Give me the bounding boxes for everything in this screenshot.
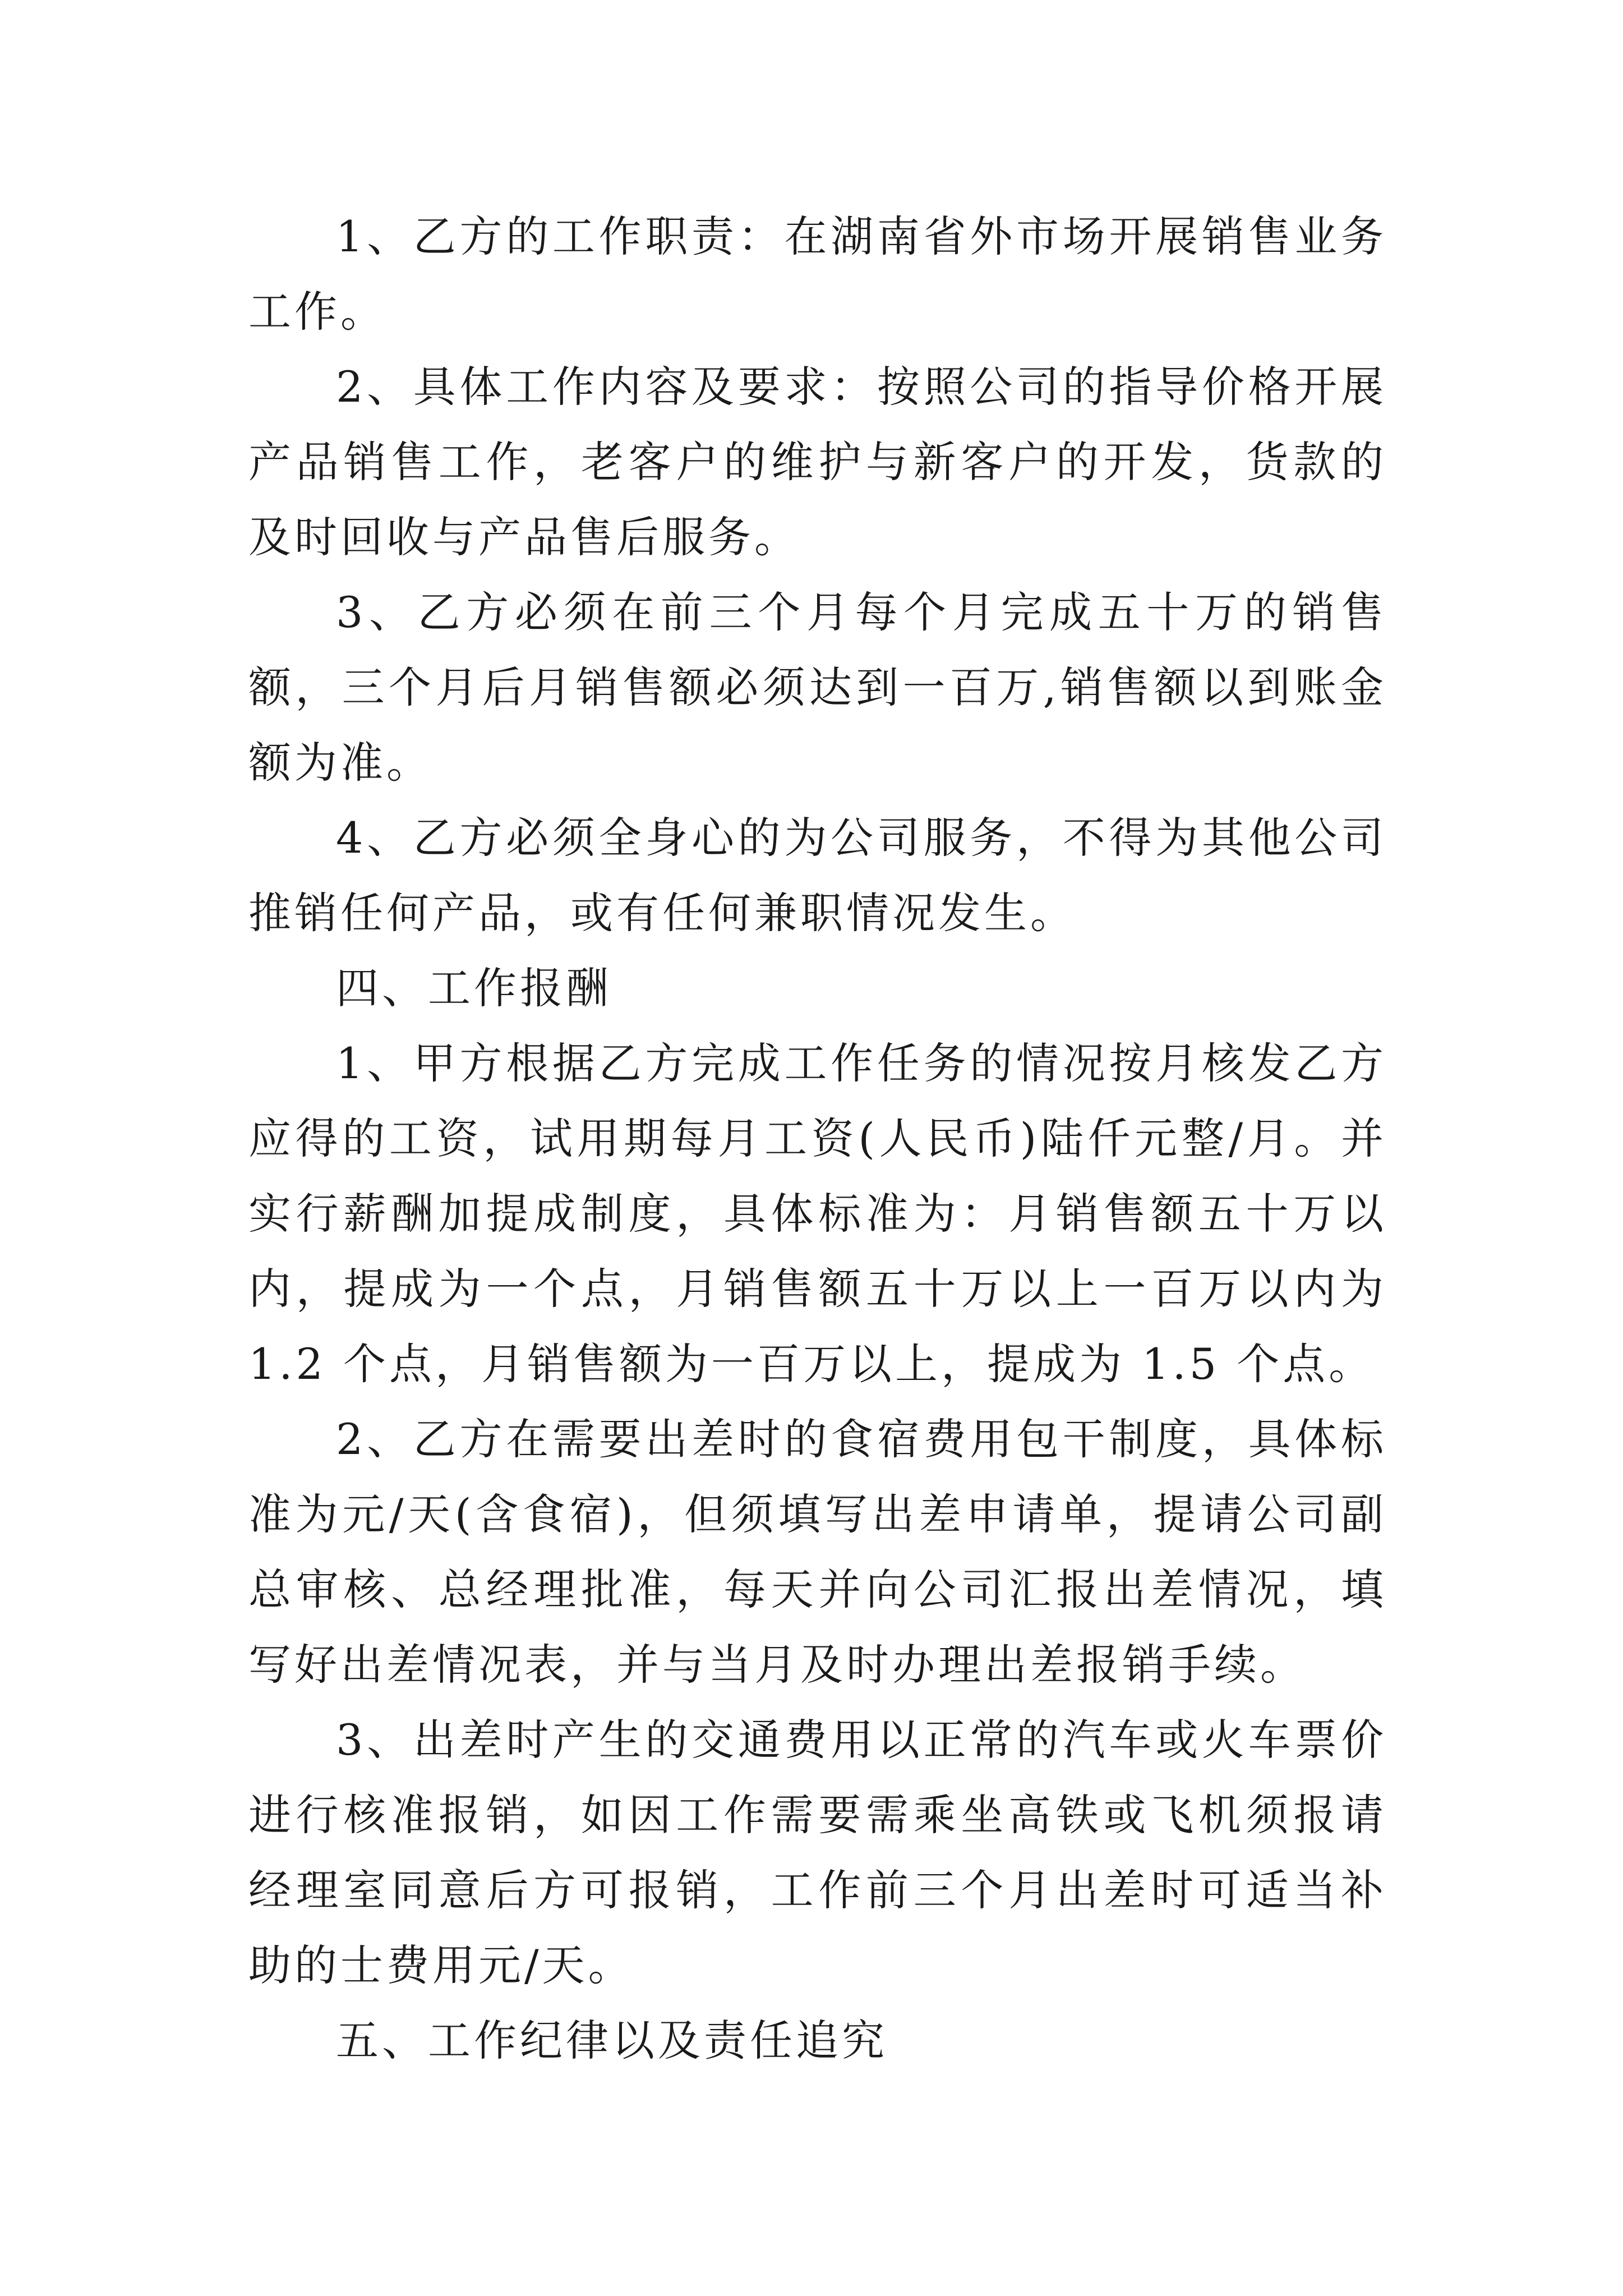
clause-transport-expense: 3、出差时产生的交通费用以正常的汽车或火车票价进行核准报销，如因工作需要需乘坐高铁或飞机须报请经理室同意后方可报销，工作前三个月出差时可适当补助的士费用元/天。 <box>248 1715 1387 1990</box>
clause-travel-allowance: 2、乙方在需要出差时的食宿费用包干制度，具体标准为元/天(含食宿)，但须填写出差申请单，提请公司副总审核、总经理批准，每天并向公司汇报出差情况，填写好出差情况表，并与当月及时办理出差报销手续。 <box>248 1414 1387 1690</box>
document-body <box>248 199 1387 2078</box>
clause-duty: 1、乙方的工作职责：在湖南省外市场开展销售业务工作。 <box>248 211 1387 337</box>
clause-work-content: 2、具体工作内容及要求：按照公司的指导价格开展产品销售工作，老客户的维护与新客户的开发，货款的及时回收与产品售后服务。 <box>248 362 1387 562</box>
section-heading-compensation: 四、工作报酬 <box>336 963 612 1013</box>
section-heading-discipline: 五、工作纪律以及责任追究 <box>336 2016 888 2065</box>
clause-sales-target: 3、乙方必须在前三个月每个月完成五十万的销售额，三个月后月销售额必须达到一百万,销售额以到账金额为准。 <box>248 587 1387 788</box>
clause-salary: 1、甲方根据乙方完成工作任务的情况按月核发乙方应得的工资，试用期每月工资(人民币)陆仟元整/月。并实行薪酬加提成制度，具体标准为：月销售额五十万以内，提成为一个点，月销售额五十万以上一百万以内为 1.2 个点，月销售额为一百万以上，提成为 1.5 个点。 <box>248 1038 1387 1389</box>
clause-exclusivity: 4、乙方必须全身心的为公司服务，不得为其他公司推销任何产品，或有任何兼职情况发生。 <box>248 813 1387 938</box>
